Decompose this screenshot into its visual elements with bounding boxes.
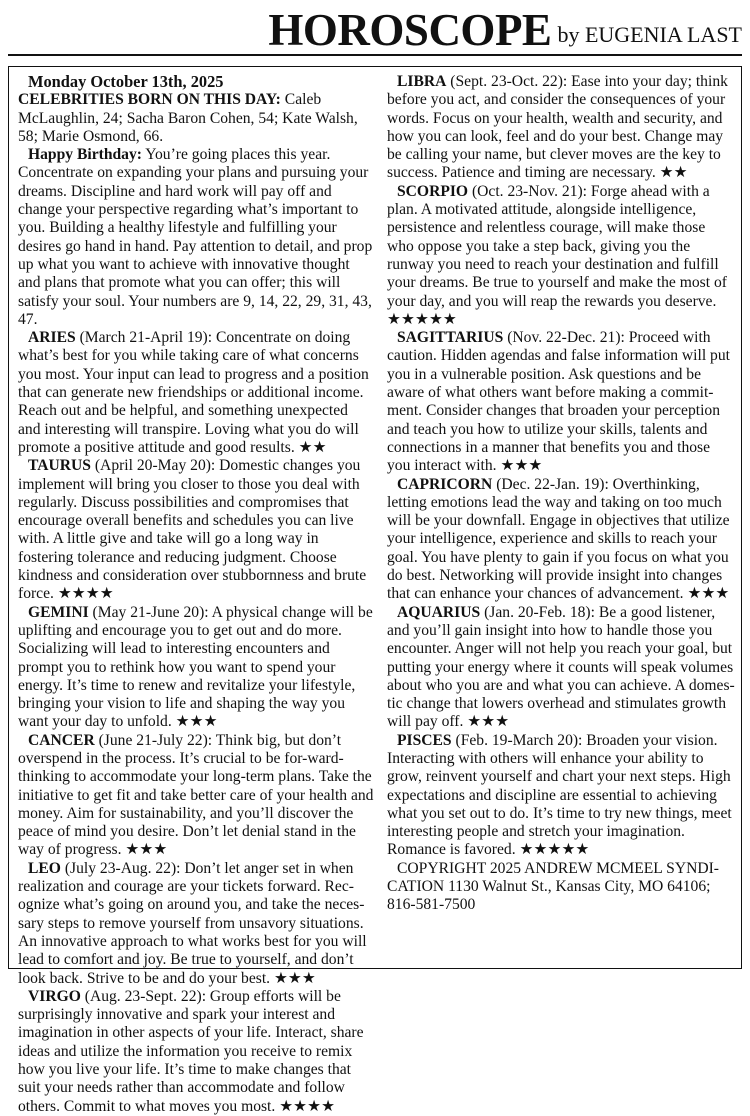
sign-text: (June 21-July 22): Think big, but don’t overspend in the process. It’s crucial to be for-ward-thinking to accommodate your long-term plans. Take the initiative to get fit and take better care of your health and money. Aim for sustainability, and you’ll discover the peace of mind you desire. Don’t let denial stand in the way of progress. ★★★ (18, 731, 374, 859)
celebrities-label: CELEBRITIES BORN ON THIS DAY: (18, 91, 281, 109)
sign-text: (Feb. 19-March 20): Broaden your vision. Interacting with others will enhance your ability to grow, reinvent yourself and chart your next steps. High expectations and discipline are essential to achieving what you set out to do. It’s time to try new things, meet interesting people and stretch your imagination. Romance is favored. ★★★★★ (387, 731, 732, 859)
birthday-paragraph (18, 146, 374, 329)
sign-text: (Jan. 20-Feb. 18): Be a good listener, and you’ll gain insight into how to handle those you encounter. Anger will not help you reach your goal, but putting your energy where it counts will speak volumes about who you are and what you can achieve. A domes-tic change that lowers overhead and stimulates growth will pay off. ★★★ (387, 603, 735, 731)
celebrities-paragraph (18, 91, 374, 146)
sign-text: (July 23-Aug. 22): Don’t let anger set in when realization and courage are your tickets forward. Rec-ognize what’s going on around you, and take the neces-sary steps to remove yourself from unsavory situations. An innovative approach to what works best for you will lead to comfort and joy. Be true to yourself, and don’t look back. Strive to be and do your best. ★★★ (18, 859, 367, 987)
column-left (18, 72, 374, 1115)
sign-name: LEO (28, 859, 61, 877)
sign-text: (Nov. 22-Dec. 21): Proceed with caution. Hidden agendas and false information will put you in a vulnerable position. Ask questions and be aware of what others want before making a commit-ment. Consider changes that broaden your perception and teach you how to utilize your skills, talents and connections in a manner that benefits you and those you interact with. ★★★ (387, 329, 730, 475)
sign-leo (18, 860, 374, 988)
sign-name: AQUARIUS (397, 603, 481, 621)
horoscope-box (8, 66, 742, 1115)
copyright-notice: COPYRIGHT 2025 ANDREW MCMEEL SYNDI-CATION 1130 Walnut St., Kansas City, MO 64106; 816-581-7500 (387, 859, 719, 914)
sign-capricorn (387, 476, 735, 604)
sign-name: GEMINI (28, 603, 89, 621)
sign-virgo (18, 988, 374, 1116)
celebrities-text: Caleb McLaughlin, 24; Sacha Baron Cohen, 54; Kate Walsh, 58; Marie Osmond, 66. (18, 91, 358, 145)
sign-pisces (387, 732, 735, 860)
sign-text: (April 20-May 20): Domestic changes you implement will bring you closer to those you deal with regularly. Discuss possibilities and compromises that encourage overall benefits and schedules you can live with. A little give and take will go a long way in fostering tolerance and reducing judgment. Choose kindness and consideration over stubbornness and brute force. ★★★★ (18, 457, 367, 603)
sign-name: CANCER (28, 731, 95, 749)
sign-text: (May 21-June 20): A physical change will be uplifting and encourage you to get out and do more. Socializing will lead to interesting encounters and prompt you to rethink how you want to spend your energy. It’s time to renew and revitalize your lifestyle, bringing your vision to life and shaping the way you want your day to unfold. ★★★ (18, 603, 373, 731)
sign-libra (387, 73, 735, 183)
sign-aquarius (387, 604, 735, 732)
birthday-text: You’re going places this year. Concentrate on expanding your plans and pursuing your dreams. Discipline and hard work will pay off and change your perspective regarding what’s important to you. Building a healthy lifestyle and fulfilling your desires go hand in hand. Pay attention to detail, and prop up what you want to achieve with innovative thought and plans that promote what you can offer; this will satisfy your soul. Your numbers are 9, 14, 22, 29, 31, 43, 47. (18, 146, 373, 328)
byline: by EUGENIA LAST (557, 22, 742, 47)
sign-gemini (18, 604, 374, 732)
sign-text: (Sept. 23-Oct. 22): Ease into your day; think before you act, and consider the consequences of your words. Focus on your health, wealth and security, and how you can look, feel and do your best. Change may be calling your name, but clever moves are the key to success. Patience and timing are necessary. ★★ (387, 73, 728, 182)
masthead (8, 0, 742, 56)
sign-cancer (18, 732, 374, 860)
sign-text: (March 21-April 19): Concentrate on doing what’s best for you while taking care of what concerns you most. Your input can lead to progress and a position that can generate new friendships or additional income. Reach out and be helpful, and something unexpected and interesting will transpire. Loving what you do will promote a positive attitude and good results. ★★ (18, 329, 369, 456)
sign-name: PISCES (397, 731, 452, 749)
sign-text: (Oct. 23-Nov. 21): Forge ahead with a plan. A motivated attitude, alongside intelligence, persistence and relentless courage, will make those who oppose you take a step back, giving you the runway you need to reach your destination and fulfill your dreams. Be true to yourself and make the most of your day, and you will reap the rewards you deserve. ★★★★★ (387, 182, 727, 328)
sign-name: LIBRA (397, 73, 447, 90)
sign-scorpio (387, 183, 735, 329)
sign-name: CAPRICORN (397, 475, 493, 493)
sign-text: (Dec. 22-Jan. 19): Overthinking, letting emotions lead the way and taking on too much will be your downfall. Engage in objectives that utilize your intelligence, experience and skills to reach your goal. You have plenty to gain if you focus on what you do best. Networking will provide insight into changes that can enhance your chances of advancement. ★★★ (387, 475, 730, 603)
sign-name: VIRGO (28, 987, 81, 1005)
sign-taurus (18, 457, 374, 603)
sign-text: (Aug. 23-Sept. 22): Group efforts will be surprisingly innovative and spark your interest and imagination in other aspects of your life. Interact, share ideas and utilize the information you receive to remix how you live your life. It’s time to make changes that suit your needs rather than accommodate and follow others. Commit to what moves you most. ★★★★ (18, 987, 364, 1115)
sign-name: TAURUS (28, 457, 91, 475)
sign-name: SAGITTARIUS (397, 329, 504, 347)
date-heading: Monday October 13th, 2025 (28, 72, 224, 91)
birthday-label: Happy Birthday: (28, 146, 142, 164)
sign-name: SCORPIO (397, 182, 469, 200)
sign-sagittarius (387, 329, 735, 475)
column-right (387, 73, 735, 964)
sign-aries (18, 329, 374, 457)
page-title: HOROSCOPE (268, 5, 552, 55)
sign-name: ARIES (28, 329, 76, 347)
